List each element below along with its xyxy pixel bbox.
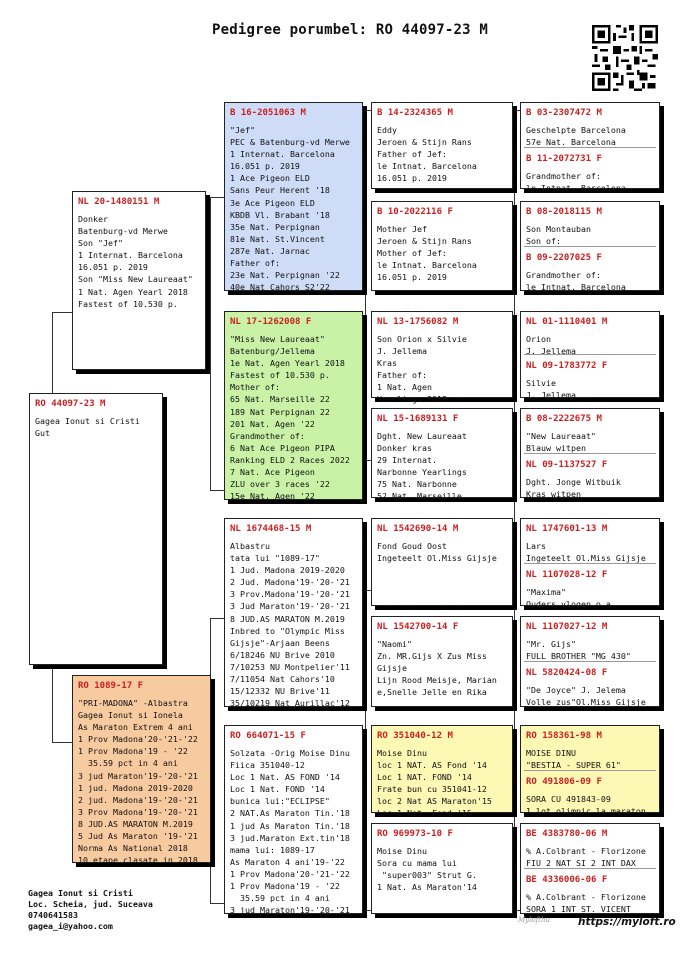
info-line: Dght. New Laureaat — [377, 431, 467, 441]
ancestor-male — [521, 524, 659, 564]
maternal-grandfather-card[interactable] — [224, 518, 363, 707]
info-line: 8 JUD.AS MARATON M.2019 — [78, 818, 193, 829]
info-line: Father of: — [377, 370, 427, 381]
info-line: 1 Ace Pigeon ELD — [230, 173, 310, 184]
great-grandparent-ring-id: NL 1542690-14 M — [377, 524, 459, 534]
info-line: Jeroen & Stijn Rans — [377, 137, 472, 148]
info-line: 1 Prov Madona'20-'21-'22 — [230, 868, 350, 879]
info-line: 15/12332 NU Brive'11 — [230, 686, 330, 697]
info-line: 7/11054 Nat Cahors'10 — [230, 674, 335, 685]
paternal-grandmother-card[interactable] — [224, 311, 363, 500]
great-grandparent-ring-id: B 14-2324365 M — [377, 108, 453, 118]
ancestor-pair-card[interactable] — [520, 408, 660, 498]
info-line: Lijn Rood Meisje, Marian — [377, 675, 497, 686]
info-line: 1 Prov Madona'20-'21-'22 — [78, 734, 198, 745]
paternal-grandfather-ring-id: B 16-2051063 M — [230, 108, 306, 118]
info-line: Zn. MR.Gijs X Zus Miss — [377, 651, 487, 662]
info-line: As Maraton Extrem 4 ani — [78, 722, 193, 733]
info-line: 7 Nat. Ace Pigeon — [230, 467, 315, 478]
ancestor-ring-id: NL 1747601-13 M — [526, 524, 608, 534]
info-line: Son Montauban — [526, 224, 591, 234]
ancestor-female — [521, 149, 659, 194]
father-info — [78, 213, 201, 310]
info-line: 1 Internat. Barcelona — [78, 250, 183, 261]
info-line: Fiica 351040-12 — [230, 760, 305, 771]
ancestor-male — [521, 414, 659, 454]
signature: Mylofthu — [518, 916, 550, 924]
maternal-grandfather-info — [230, 540, 358, 709]
info-line: Jeroen & Stijn Rans — [377, 236, 472, 247]
info-line: Loc 1 Nat. AS FOND '14 — [230, 772, 340, 783]
info-line: Mother of Jef: — [377, 248, 447, 259]
great-grandparent-card[interactable] — [371, 616, 513, 707]
info-line: "BESTIA - SUPER 61" — [526, 760, 621, 771]
ancestor-ring-id: RO 491806-09 F — [526, 777, 602, 787]
info-line: 16.051 p. 2019 — [230, 161, 300, 172]
great-grandparent-info — [377, 845, 508, 893]
ancestor-ring-id: B 08-2222675 M — [526, 414, 602, 424]
info-line: 3 Jud Maraton'19-'20-'21 — [230, 601, 350, 612]
info-line: "New Laureaat" — [526, 431, 596, 441]
ancestor-ring-id: NL 1107028-12 F — [526, 570, 608, 580]
info-line: Moise Dinu — [377, 846, 427, 856]
info-line: % A.Colbrant - Florizone — [526, 846, 646, 856]
maternal-grandfather-ring-id: NL 1674468-15 M — [230, 524, 312, 534]
ancestor-ring-id: RO 158361-98 M — [526, 731, 602, 741]
info-line: 52 Nat. Marseille — [377, 491, 462, 502]
info-line: 1e Nat. Agen Yearl 2018 — [230, 358, 345, 369]
info-line: le Intnat. Barcelona — [377, 260, 477, 271]
info-line: KBDB Vl. Brabant '18 — [230, 209, 330, 220]
info-line: 15e Nat. Agen '22 — [230, 491, 315, 502]
info-line: Gagea Ionut si Ionela — [78, 710, 183, 721]
ancestor-ring-id: NL 5820424-08 F — [526, 668, 608, 678]
info-line: 2 jud. Madona'19-'20-'21 — [78, 794, 198, 805]
info-line: le Intnat. Barcelona — [526, 282, 626, 293]
subject-ring-id: RO 44097-23 M — [35, 399, 106, 409]
info-line: MOISE DINU — [526, 748, 576, 758]
ancestor-info — [526, 793, 655, 817]
info-line: Batenburg/Jellema — [230, 346, 315, 357]
subject-card[interactable] — [29, 393, 163, 665]
info-line: 29 Internat. — [377, 455, 437, 466]
great-grandparent-card[interactable] — [371, 408, 513, 502]
info-line: Mother Jef — [377, 224, 427, 234]
info-line: Orion — [526, 334, 551, 344]
info-line: 287e Nat. Jarnac — [230, 245, 310, 256]
ancestor-info — [526, 269, 655, 293]
info-line: bunica lui:"ECLIPSE" — [230, 796, 330, 807]
info-line: loc 2 Nat AS Maraton'15 — [377, 796, 492, 807]
info-line: As Maraton 4 ani'19-'22 — [230, 856, 345, 867]
info-line: "super003" Strut G. — [377, 870, 477, 881]
info-line: "PRI-MADONA" -Albastra — [78, 698, 188, 708]
info-line: J. Jellema — [526, 346, 576, 357]
info-line: Donker — [78, 214, 108, 224]
info-line: Gijsje"-Arjaan Beens — [230, 637, 330, 648]
info-line: Ingeteelt Ol.Miss Gijsje — [377, 553, 497, 564]
info-line: Father of: — [230, 258, 280, 269]
info-line: Loc 1 Nat. FOND '14 — [230, 784, 325, 795]
ancestor-male — [521, 622, 659, 662]
website-link[interactable]: https://myloft.ro — [578, 916, 676, 928]
ancestor-info — [526, 891, 655, 915]
info-line: PEC & Batenburg-vd Merwe — [230, 137, 350, 148]
ancestor-info — [526, 223, 655, 247]
info-line: Son Orion x Silvie — [377, 334, 467, 344]
ancestor-ring-id: NL 09-1137527 F — [526, 460, 608, 470]
info-line: Eddy — [377, 125, 397, 135]
info-line: Fastest of 10.530 p. — [78, 298, 178, 309]
info-line: "Miss New Laureaat" — [230, 334, 325, 344]
info-line: Loc. Scheia, jud. Suceava — [28, 899, 153, 909]
info-line: 75 Nat. Narbonne — [377, 479, 457, 490]
info-line: Silvie — [526, 378, 556, 388]
mother-ring-id: RO 1089-17 F — [78, 681, 144, 691]
info-line: 1 jud As Maraton Tin.'18 — [230, 820, 350, 831]
ancestor-info — [526, 586, 655, 610]
info-line: J. Jellema — [377, 346, 427, 357]
info-line: 40e Nat Cahors S2'22 — [230, 282, 330, 293]
great-grandparent-ring-id: NL 15-1689131 F — [377, 414, 459, 424]
info-line: Blauw witpen — [526, 443, 586, 454]
info-line: "Naomi" — [377, 639, 412, 649]
info-line: 1 Nat. As Maraton'14 — [377, 882, 477, 893]
great-grandparent-card[interactable] — [371, 725, 513, 819]
ancestor-ring-id: NL 01-1110401 M — [526, 317, 608, 327]
info-line: 57e Nat. Barcelona — [526, 137, 616, 148]
info-line: Moise Dinu — [377, 748, 427, 758]
ancestor-female — [521, 356, 659, 401]
ancestor-pair-card[interactable] — [520, 518, 660, 610]
info-line: Lars — [526, 541, 546, 551]
info-line: Narbonne Yearlings — [377, 467, 467, 478]
info-line: 1 Prov Madona'19 - '22 — [230, 881, 340, 892]
ancestor-pair-card[interactable] — [520, 201, 660, 291]
info-line: 6/18246 NU Brive 2010 — [230, 649, 335, 660]
info-line: 81e Nat. St.Vincent — [230, 233, 325, 244]
info-line: tata lui "1089-17" — [230, 553, 320, 564]
mother-card[interactable] — [72, 675, 211, 866]
ancestor-info — [526, 377, 655, 401]
info-line: Gut — [35, 428, 50, 439]
info-line: 23e Nat. Perpignan '22 — [230, 270, 340, 281]
ancestor-female — [521, 663, 659, 708]
info-line: Fastest of 10.530 p. — [230, 370, 330, 381]
info-line: "Jef" — [230, 125, 255, 135]
father-card[interactable] — [72, 191, 206, 370]
info-line: 1 Nat. Agen — [377, 382, 432, 393]
maternal-grandmother-info — [230, 747, 358, 916]
ancestor-pair-card[interactable] — [520, 311, 660, 401]
info-line: Solzata -Orig Moise Dinu — [230, 748, 350, 758]
info-line: gagea_i@yahoo.com — [28, 921, 113, 931]
info-line: 189 Nat Perpignan 22 — [230, 406, 330, 417]
info-line: SORA 1 INT ST. VICENT — [526, 904, 631, 915]
info-line: Kras witpen — [526, 489, 581, 500]
info-line: Loc 1 Nat. Fond '15 — [377, 808, 472, 819]
ancestor-ring-id: NL 09-1783772 F — [526, 361, 608, 371]
great-grandparent-card[interactable] — [371, 102, 513, 189]
info-line: 7/10253 NU Montpelier'11 — [230, 661, 350, 672]
info-line: "De Joyce" J. Jelema — [526, 685, 626, 695]
ancestor-male — [521, 317, 659, 357]
ancestor-info — [526, 747, 655, 771]
ancestor-info — [526, 430, 655, 454]
info-line: 35.59 pct in 4 ani — [230, 893, 330, 904]
ancestor-female — [521, 455, 659, 500]
father-ring-id: NL 20-1480151 M — [78, 197, 160, 207]
info-line: Volle zus"Ol.Miss Gijsje — [526, 697, 646, 708]
info-line: Grandmother of: — [230, 430, 305, 441]
info-line: "Mr. Gijs" — [526, 639, 576, 649]
maternal-grandmother-ring-id: RO 664071-15 F — [230, 731, 306, 741]
great-grandparent-ring-id: RO 969973-10 F — [377, 829, 453, 839]
info-line: 2 NAT.As Maraton Tin.'18 — [230, 808, 350, 819]
ancestor-pair-card[interactable] — [520, 725, 660, 817]
info-line: FIU 2 NAT SI 2 INT DAX — [526, 858, 636, 869]
ancestor-ring-id: B 03-2307472 M — [526, 108, 602, 118]
great-grandparent-info — [377, 430, 508, 503]
great-grandparent-info — [377, 124, 508, 184]
info-line: 8 JUD.AS MARATON M.2019 — [230, 613, 345, 624]
info-line: 3 Prov.Madona'19-'20-'21 — [230, 589, 350, 600]
info-line: 3e Ace Pigeon ELD — [230, 197, 315, 208]
info-line: loc 1 NAT. AS Fond '14 — [377, 760, 487, 771]
great-grandparent-info — [377, 747, 508, 820]
ancestor-pair-card[interactable] — [520, 102, 660, 194]
info-line: Gagea Ionut si Cristi — [28, 888, 133, 898]
info-line: "Maxima" — [526, 587, 566, 597]
mother-info — [78, 697, 206, 866]
info-line: Geschelpte Barcelona — [526, 125, 626, 135]
paternal-grandmother-info — [230, 333, 358, 502]
info-line: 1 Internat. Barcelona — [230, 149, 335, 160]
info-line: 1 lot olimpic la maraton — [526, 806, 646, 817]
info-line: 201 Nat. Agen '22 — [230, 418, 315, 429]
info-line: e,Snelle Jelle en Rika — [377, 687, 487, 698]
great-grandparent-info — [377, 223, 508, 283]
ancestor-pair-card[interactable] — [520, 616, 660, 707]
info-line: 3 jud.Maraton Ext.tin'18 — [230, 832, 350, 843]
info-line: Frate bun cu 351041-12 — [377, 784, 487, 795]
info-line: Kras — [377, 358, 397, 369]
ancestor-female — [521, 565, 659, 610]
ancestor-ring-id: B 11-2072731 F — [526, 154, 602, 164]
info-line: le Intnat. Barcelona — [526, 183, 626, 194]
info-line: 65 Nat. Marseille 22 — [230, 394, 330, 405]
great-grandparent-card[interactable] — [371, 823, 513, 914]
info-line: % A.Colbrant - Florizone — [526, 892, 646, 902]
info-line: 1 Prov Madona'19 - '22 — [78, 746, 188, 757]
info-line: 3 jud Maraton'19-'20-'21 — [78, 770, 198, 781]
info-line: 35/10219 Nat Aurillac'12 — [230, 698, 350, 709]
info-line: Dght. Jonge Witbuik — [526, 477, 621, 487]
info-line: J. Jellema — [526, 390, 576, 401]
ancestor-male — [521, 207, 659, 247]
ancestor-ring-id: BE 4336006-06 F — [526, 875, 608, 885]
info-line: 2 Jud. Madona'19-'20-'21 — [230, 577, 350, 588]
ancestor-info — [526, 476, 655, 500]
info-line: 1 Nat. Agen Yearl 2018 — [78, 286, 188, 297]
info-line: Norma As National 2018 — [78, 843, 188, 854]
ancestor-ring-id: BE 4383780-06 M — [526, 829, 608, 839]
ancestor-female — [521, 248, 659, 293]
info-line: Son of: — [526, 236, 561, 247]
ancestor-ring-id: B 09-2207025 F — [526, 253, 602, 263]
paternal-grandfather-card[interactable] — [224, 102, 363, 291]
info-line: 3 Prov Madona'19-'20-'21 — [78, 806, 198, 817]
info-line: Albastru — [230, 541, 270, 551]
great-grandparent-card[interactable] — [371, 518, 513, 606]
info-line: 35e Nat. Perpignan — [230, 221, 320, 232]
info-line: 10 etape clasate in 2018 — [78, 855, 198, 866]
great-grandparent-info — [377, 638, 508, 698]
paternal-grandmother-ring-id: NL 17-1262008 F — [230, 317, 312, 327]
ancestor-info — [526, 170, 655, 194]
info-line: 35.59 pct in 4 ani — [78, 758, 178, 769]
ancestor-info — [526, 684, 655, 708]
paternal-grandfather-info — [230, 124, 358, 293]
ancestor-male — [521, 829, 659, 869]
info-line: Ouders vlogen o.a. — [526, 599, 616, 610]
great-grandparent-ring-id: B 10-2022116 F — [377, 207, 453, 217]
info-line: Gijsje — [377, 663, 407, 674]
info-line: Fond Goud Oost — [377, 541, 447, 551]
info-line: SORA CU 491843-09 — [526, 794, 611, 804]
info-line: 6 Nat Ace Pigeon PIPA — [230, 442, 335, 453]
subject-info — [35, 415, 158, 439]
info-line: 3 jud Maraton'19-'20-'21 — [230, 905, 350, 916]
great-grandparent-info — [377, 333, 508, 406]
info-line: 16.051 p. 2019 — [377, 272, 447, 283]
great-grandparent-ring-id: NL 1542700-14 F — [377, 622, 459, 632]
ancestor-ring-id: NL 1107027-12 M — [526, 622, 608, 632]
great-grandparent-card[interactable] — [371, 311, 513, 405]
info-line: 0740641583 — [28, 910, 78, 920]
ancestor-info — [526, 124, 655, 148]
qr-code-icon — [592, 25, 658, 91]
ancestor-pair-card[interactable] — [520, 823, 660, 914]
great-grandparent-card[interactable] — [371, 201, 513, 291]
ancestor-female — [521, 870, 659, 915]
page-title: Pedigree porumbel: RO 44097-23 M — [211, 22, 489, 38]
info-line: Yearlings 2018 — [377, 394, 447, 405]
info-line: ZLU over 3 races '22 — [230, 479, 330, 490]
info-line: Donker kras — [377, 443, 432, 454]
info-line: Sans Peur Herent '18 — [230, 185, 330, 196]
info-line: Batenburg-vd Merwe — [78, 226, 168, 237]
info-line: Mother of: — [230, 382, 280, 393]
info-line: 16.051 p. 2019 — [377, 173, 447, 184]
info-line: 16.051 p. 2019 — [78, 262, 148, 273]
ancestor-male — [521, 108, 659, 148]
info-line: 5 Jud As Maraton '19-'21 — [78, 831, 198, 842]
info-line: 1 jud. Madona 2019-2020 — [78, 782, 193, 793]
info-line: Ranking ELD 2 Races 2022 — [230, 454, 350, 465]
great-grandparent-info — [377, 540, 508, 564]
info-line: Grandmother of: — [526, 270, 601, 280]
info-line: Loc 1 NAT. FOND '14 — [377, 772, 472, 783]
info-line: le Intnat. Barcelona — [377, 161, 477, 172]
great-grandparent-ring-id: RO 351040-12 M — [377, 731, 453, 741]
info-line: Son "Jef" — [78, 238, 123, 249]
info-line: Sora cu mama lui — [377, 858, 457, 869]
ancestor-info — [526, 540, 655, 564]
ancestor-female — [521, 772, 659, 817]
info-line: Father of Jef: — [377, 149, 447, 160]
info-line: Grandmother of: — [526, 171, 601, 181]
info-line: Inbred to "Olympic Miss — [230, 625, 345, 636]
info-line: Ingeteelt Ol.Miss Gijsje — [526, 553, 646, 564]
info-line: 1 Jud. Madona 2019-2020 — [230, 565, 345, 576]
ancestor-ring-id: B 08-2018115 M — [526, 207, 602, 217]
great-grandparent-ring-id: NL 13-1756082 M — [377, 317, 459, 327]
maternal-grandmother-card[interactable] — [224, 725, 363, 914]
ancestor-info — [526, 638, 655, 662]
info-line: mama lui: 1089-17 — [230, 844, 315, 855]
info-line: Son "Miss New Laureaat" — [78, 274, 193, 285]
info-line: FULL BROTHER "MG 430" — [526, 651, 631, 662]
ancestor-male — [521, 731, 659, 771]
owner-contact — [28, 888, 153, 932]
ancestor-info — [526, 845, 655, 869]
info-line: Gagea Ionut si Cristi — [35, 416, 140, 426]
